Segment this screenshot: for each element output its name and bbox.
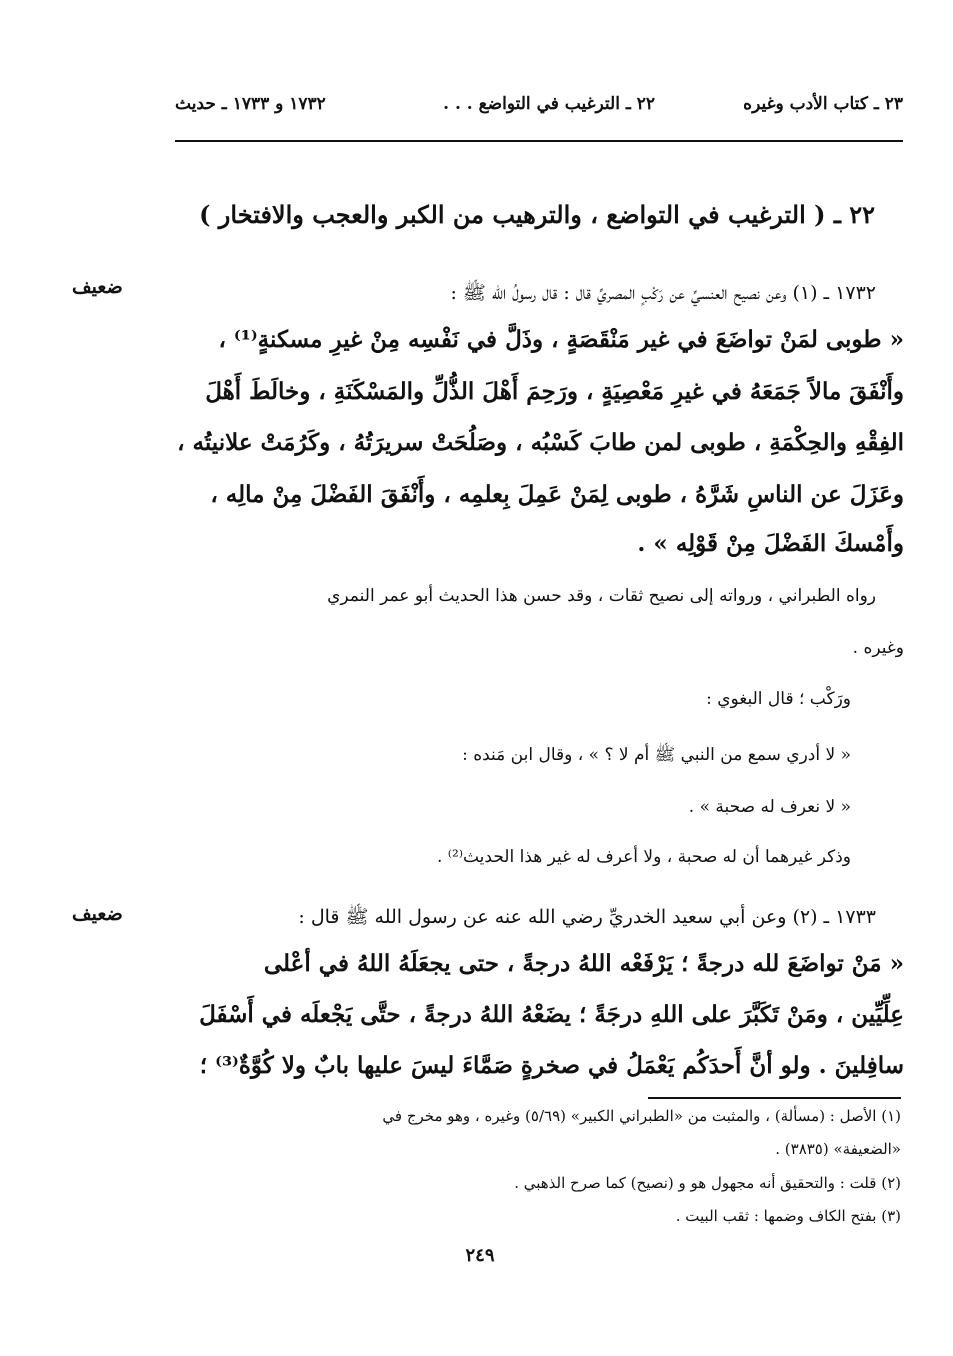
footnote-line: «الضعيفة» (٣٨٣٥) .	[775, 1140, 901, 1158]
hadith-1732-text-line: وأَنْفَقَ مالاً جَمَعَهُ في غيرِ مَعْصِيَةٍ ، ورَحِمَ أَهْلَ الذُّلِّ والمَسْكَنَةِ ، وخالَطَ أَهْلَ	[205, 378, 904, 405]
hadith-1732-text-line: وعَزَلَ عن الناسِ شَرَّهُ ، طوبى لِمَنْ عَمِلَ بِعلمِه ، وأَنْفَقَ الفَضْلَ مِنْ مالِه ،	[210, 481, 904, 508]
footnote-line: (٣) بفتح الكاف وضمها : ثقب البيت .	[675, 1207, 901, 1225]
footnote-line: (٢) قلت : والتحقيق أنه مجهول هو و (نصيح) كما صرح الذهبي .	[514, 1174, 901, 1192]
footnote-line: (١) الأصل : (مسألة) ، والمثبت من «الطبراني الكبير» (٥/٦٩) وغيره ، وهو مخرج في	[382, 1107, 901, 1125]
hadith-1732-note: وذكر غيرهما أن له صحبة ، ولا أعرف له غير هذا الحديث⁽²⁾ .	[437, 847, 851, 867]
header-chapter-title: ٢٢ ـ الترغيب في التواضع . . .	[443, 94, 655, 114]
chapter-title: ٢٢ ـ ( الترغيب في التواضع ، والترهيب من الكبر والعجب والافتخار )	[199, 200, 875, 229]
hadith-1732-grade: ضعيف	[72, 276, 123, 298]
hadith-1732-intro: ١٧٣٢ ـ (١) وعن نصيح العنسيِّ عن رَكْبٍ المصريِّ قال : قال رسولُ الله ﷺ :	[450, 282, 876, 304]
hadith-1732-note: وغيره .	[852, 638, 904, 658]
hadith-1733-text-line: عِلِّيِّين ، ومَنْ تَكَبَّرَ على اللهِ درجَةً ؛ يضَعْهُ اللهُ درجةً ، حتَّى يَجْعلَه في أَسْفَلَ	[199, 1001, 904, 1028]
hadith-1732-text-line: وأَمْسكَ الفَضْلَ مِنْ قَوْلِه » .	[637, 530, 904, 557]
hadith-1733-intro: ١٧٣٣ ـ (٢) وعن أبي سعيد الخدريِّ رضي الله عنه عن رسول الله ﷺ قال :	[298, 906, 876, 928]
header-book-title: ٢٣ ـ كتاب الأدب وغيره	[743, 94, 903, 114]
page-number: ٢٤٩	[465, 1245, 495, 1266]
footnote-divider	[648, 1097, 901, 1099]
hadith-1732-note: ورَكْب ؛ قال البغوي :	[706, 689, 851, 709]
hadith-1732-note: « لا أدري سمع من النبي ﷺ أم لا ؟ » ، وقال ابن مَنده :	[462, 745, 851, 765]
hadith-1733-text-line: « مَنْ تواضَعَ لله درجةً ؛ يَرْفَعْه اللهُ درجةً ، حتى يجعَلَهُ اللهُ في أعْلى	[263, 950, 904, 977]
hadith-1732-text-line: « طوبى لمَنْ تواضَعَ في غير مَنْقَصَةٍ ، وذَلَّ في نَفْسِه مِنْ غيرِ مسكنةٍ⁽¹⁾ ،	[218, 326, 904, 353]
running-header	[175, 94, 903, 120]
hadith-1732-note: « لا نعرف له صحبة » .	[688, 797, 851, 817]
hadith-1733-text-line: سافِلينَ . ولو أنَّ أَحدَكُم يَعْمَلُ في صخرةٍ صَمَّاءَ ليسَ عليها بابٌ ولا كُوَّةٌ⁽³⁾ ؛	[199, 1052, 904, 1079]
header-hadith-range: ١٧٣٢ و ١٧٣٣ ـ حديث	[175, 94, 326, 114]
hadith-1733-grade: ضعيف	[72, 903, 123, 925]
header-divider	[175, 140, 903, 142]
hadith-1732-note: رواه الطبراني ، ورواته إلى نصيح ثقات ، وقد حسن هذا الحديث أبو عمر النمري	[327, 586, 876, 606]
hadith-1732-text-line: الفِقْهِ والحِكْمَةِ ، طوبى لمن طابَ كَسْبُه ، وصَلُحَتْ سريرَتُهُ ، وكَرُمَتْ علانيتُه ،	[177, 429, 904, 456]
